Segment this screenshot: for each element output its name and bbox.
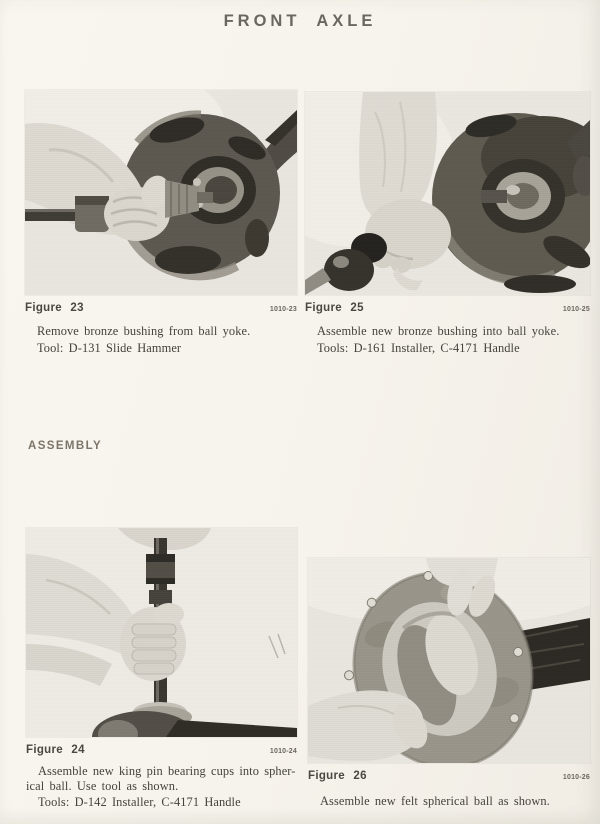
- figure-26-label: Figure 26: [308, 770, 367, 782]
- caption-line: Assemble new felt spherical ball as shown.: [320, 794, 550, 808]
- figure-26-block: [308, 558, 590, 810]
- figure-24-head: [26, 744, 297, 756]
- figure-24-block: [26, 528, 297, 810]
- figure-24-photo: [26, 528, 297, 737]
- figure-25-head: [305, 302, 590, 314]
- figure-23-caption: [25, 324, 297, 356]
- caption-line: Assemble new bronze bushing into ball yoke.: [317, 324, 560, 338]
- figure-24-label: Figure 24: [26, 744, 85, 756]
- caption-line: Assemble new king pin bearing cups into spher-: [38, 764, 296, 778]
- figure-25-ref: 1010-25: [562, 306, 590, 313]
- figure-26-photo: [308, 558, 590, 763]
- figure-23-ref: 1010-23: [269, 306, 297, 313]
- figure-25-block: [305, 92, 590, 356]
- figure-24-ref: 1010-24: [269, 748, 297, 755]
- bushing-installer-photo-illustration: [305, 92, 590, 295]
- figure-23-label: Figure 23: [25, 302, 84, 314]
- figure-23-head: [25, 302, 297, 314]
- figure-24-caption: [26, 764, 297, 810]
- figure-25-caption: [305, 324, 590, 356]
- caption-line: Tools: D-142 Installer, C-4171 Handle: [38, 795, 241, 809]
- caption-line: Tools: D-161 Installer, C-4171 Handle: [317, 340, 520, 355]
- figure-23-block: [25, 90, 297, 356]
- slide-hammer-photo-illustration: [25, 90, 297, 295]
- caption-line: ical ball. Use tool as shown.: [26, 779, 179, 793]
- figure-25-label: Figure 25: [305, 302, 364, 314]
- figure-26-caption: [308, 794, 590, 810]
- felt-spherical-ball-photo-illustration: [308, 558, 590, 763]
- caption-line: Remove bronze bushing from ball yoke.: [37, 324, 251, 338]
- page-title: FRONT AXLE: [223, 12, 377, 30]
- figure-25-photo: [305, 92, 590, 295]
- figure-23-photo: [25, 90, 297, 295]
- section-heading-assembly: ASSEMBLY: [28, 440, 103, 452]
- figure-26-ref: 1010-26: [562, 774, 590, 781]
- caption-line: Tool: D-131 Slide Hammer: [37, 340, 182, 355]
- figure-26-head: [308, 770, 590, 782]
- bearing-cup-installer-photo-illustration: [26, 528, 297, 737]
